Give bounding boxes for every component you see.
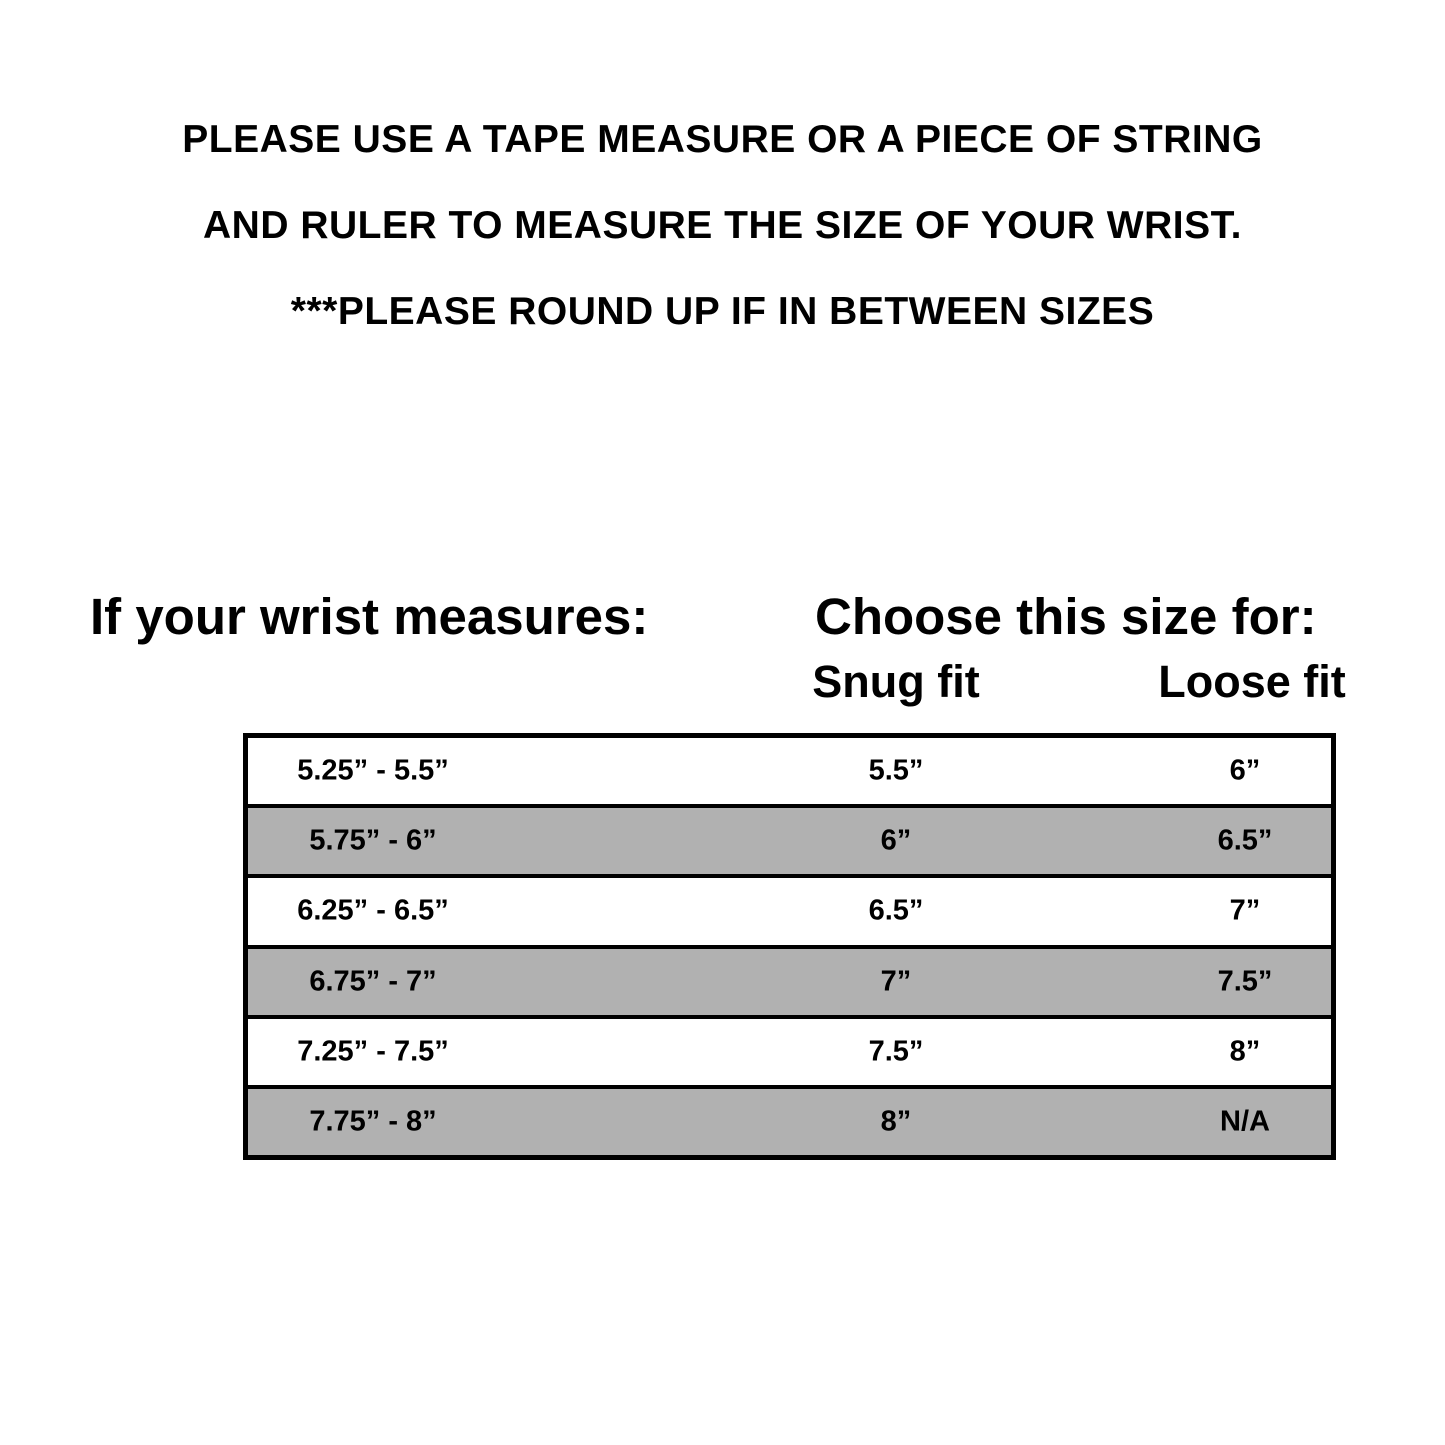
table-row — [248, 949, 1331, 1019]
table-row — [248, 738, 1331, 808]
snug-size-cell: 6.5” — [868, 894, 924, 927]
loose-size-cell: 6.5” — [1217, 824, 1273, 857]
snug-fit-column-header: Snug fit — [812, 656, 980, 707]
wrist-range-cell: 6.25” - 6.5” — [297, 894, 449, 927]
instruction-line-2: AND RULER TO MEASURE THE SIZE OF YOUR WRIST. — [203, 204, 1242, 247]
loose-size-cell: N/A — [1220, 1105, 1270, 1138]
instructions-block — [0, 120, 1445, 378]
loose-size-cell: 8” — [1229, 1035, 1261, 1068]
loose-size-cell: 7.5” — [1217, 965, 1273, 998]
loose-fit-column-header: Loose fit — [1158, 656, 1346, 707]
snug-size-cell: 7.5” — [868, 1035, 924, 1068]
snug-size-cell: 7” — [880, 965, 912, 998]
snug-size-cell: 6” — [880, 824, 912, 857]
snug-size-cell: 5.5” — [868, 754, 924, 787]
table-row — [248, 878, 1331, 948]
loose-size-cell: 6” — [1229, 754, 1261, 787]
instruction-line-3: ***PLEASE ROUND UP IF IN BETWEEN SIZES — [290, 290, 1155, 333]
table-row — [248, 1089, 1331, 1155]
wrist-range-cell: 7.25” - 7.5” — [297, 1035, 449, 1068]
snug-size-cell: 8” — [880, 1105, 912, 1138]
size-table — [243, 733, 1336, 1160]
wrist-range-cell: 5.25” - 5.5” — [297, 754, 449, 787]
choose-size-header: Choose this size for: — [815, 588, 1317, 645]
wrist-measures-header: If your wrist measures: — [90, 588, 649, 645]
wrist-range-cell: 6.75” - 7” — [309, 965, 437, 998]
wrist-range-cell: 7.75” - 8” — [309, 1105, 437, 1138]
wrist-range-cell: 5.75” - 6” — [309, 824, 437, 857]
table-row — [248, 808, 1331, 878]
instruction-line-1: PLEASE USE A TAPE MEASURE OR A PIECE OF STRING — [182, 118, 1263, 161]
table-row — [248, 1019, 1331, 1089]
loose-size-cell: 7” — [1229, 894, 1261, 927]
